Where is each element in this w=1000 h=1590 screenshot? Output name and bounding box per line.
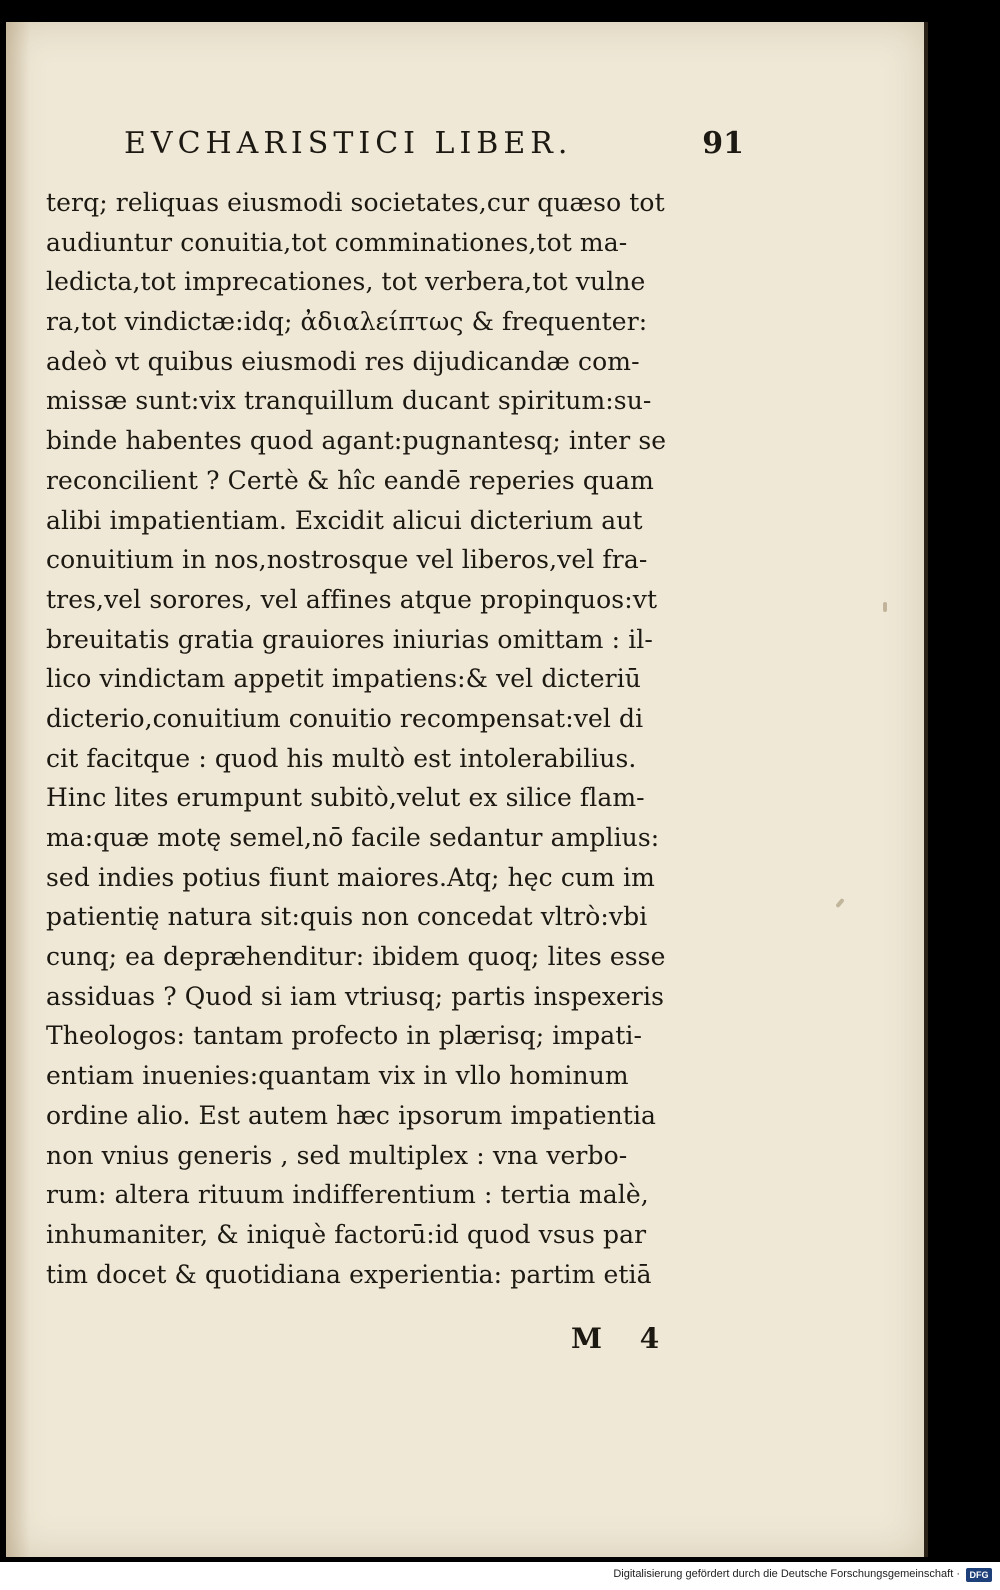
text-line: binde habentes quod agant:pugnantesq; inter se xyxy=(46,426,667,456)
text-line: Theologos: tantam profecto in plærisq; impati- xyxy=(46,1021,643,1051)
foxing-spot xyxy=(883,602,887,612)
text-line: ordine alio. Est autem hæc ipsorum impatientia xyxy=(46,1100,657,1130)
text-line: ra,tot vindictæ:idq; ἀδιαλείπτως & frequenter: xyxy=(46,307,648,337)
text-line: entiam inuenies:quantam vix in vllo hominum xyxy=(46,1061,629,1091)
text-line: assiduas ? Quod si iam vtriusq; partis inspexeris xyxy=(46,981,665,1011)
text-line: dicterio,conuitium conuitio recompensat:vel di xyxy=(46,703,644,733)
text-line: sed indies potius fiunt maiores.Atq; hęc cum im xyxy=(46,862,655,892)
text-line: non vnius generis , sed multiplex : vna verbo- xyxy=(46,1140,628,1170)
book-page xyxy=(6,22,928,1557)
text-line: alibi impatientiam. Excidit alicui dicterium aut xyxy=(46,505,643,535)
dfg-logo: DFG xyxy=(966,1568,992,1582)
text-line: cunq; ea depræhenditur: ibidem quoq; lites esse xyxy=(46,942,666,972)
text-line: audiuntur conuitia,tot comminationes,tot ma- xyxy=(46,227,628,257)
foxing-spot xyxy=(835,898,844,908)
text-line: breuitatis gratia grauiores iniurias omittam : il- xyxy=(46,624,653,654)
text-line: ledicta,tot imprecationes, tot verbera,tot vulne xyxy=(46,267,646,297)
text-line: missæ sunt:vix tranquillum ducant spiritum:su- xyxy=(46,386,652,416)
running-head xyxy=(124,126,744,168)
digitization-footer xyxy=(0,1562,1000,1590)
text-line: conuitium in nos,nostrosque vel liberos,vel fra- xyxy=(46,545,648,575)
text-line: patientię natura sit:quis non concedat vltrò:vbi xyxy=(46,902,648,932)
text-line: adeò vt quibus eiusmodi res dijudicandæ com- xyxy=(46,346,640,376)
text-line: reconcilient ? Certè & hîc eandē reperies quam xyxy=(46,465,654,495)
text-line: cit facitque : quod his multò est intolerabilius. xyxy=(46,743,637,773)
text-line: lico vindictam appetit impatiens:& vel dicteriū xyxy=(46,664,642,694)
signature-mark: M 4 xyxy=(571,1322,674,1355)
text-line: ma:quæ motę semel,nō facile sedantur amplius: xyxy=(46,823,660,852)
text-line: tim docet & quotidiana experientia: partim etiā xyxy=(46,1259,652,1289)
digitization-credit: Digitalisierung gefördert durch die Deutsche Forschungsgemeinschaft · xyxy=(613,1568,960,1580)
body-text xyxy=(46,183,746,1294)
text-line: inhumaniter, & iniquè factorū:id quod vsus par xyxy=(46,1219,647,1249)
page-number: 91 xyxy=(702,126,744,161)
text-line: Hinc lites erumpunt subitò,velut ex silice flam- xyxy=(46,783,645,813)
text-line: terq; reliquas eiusmodi societates,cur quæso tot xyxy=(46,188,665,217)
text-line: rum: altera rituum indifferentium : tertia malè, xyxy=(46,1180,649,1210)
text-line: tres,vel sorores, vel affines atque propinquos:vt xyxy=(46,584,658,614)
running-title: EVCHARISTICI LIBER. xyxy=(124,126,573,161)
